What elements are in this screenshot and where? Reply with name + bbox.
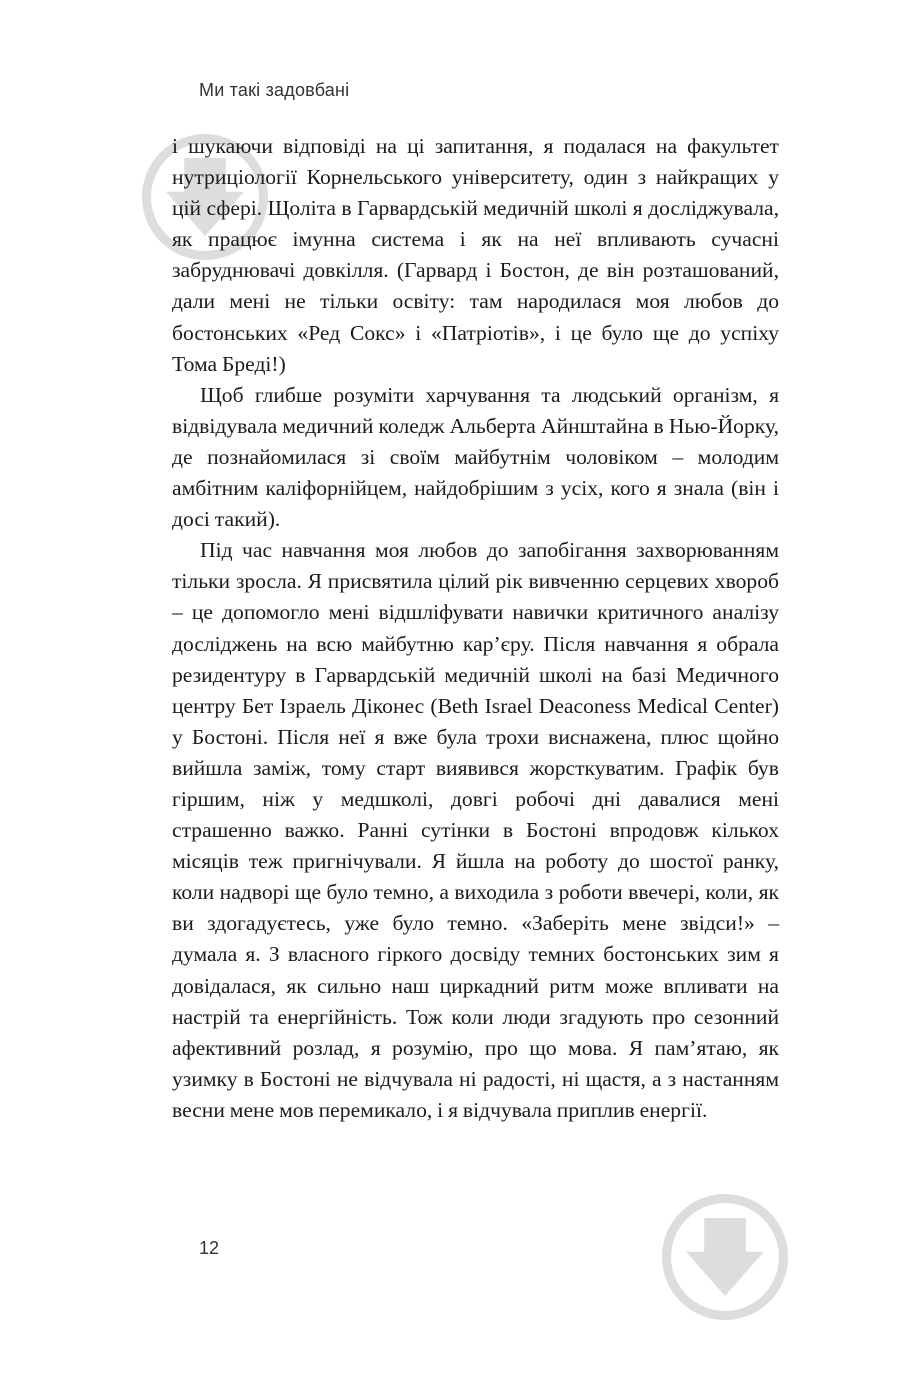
- download-circle-icon: [660, 1192, 790, 1322]
- paragraph: Щоб глибше розуміти харчування та людський організм, я відвідувала медичний коледж Альберта Айнштайна в Нью-Йорку, де познайомилася зі своїм майбутнім чоловіком – молодим амбітним каліфорнійцем, найдобрішим з усіх, кого я знала (він і досі такий).: [172, 382, 779, 532]
- running-head: Ми такі задовбані: [199, 80, 350, 100]
- paragraph: і шукаючи відповіді на ці запитання, я подалася на факультет нутриціології Корнельського університету, один з найкращих у цій сфері. Щоліта в Гарвардській медичній школі я досліджувала, як працює імунна система і як на неї впливають сучасні забруднювачі довкілля. (Гарвард і Бостон, де він розташований, дали мені не тільки освіту: там народилася моя любов до бостонських «Ред Сокс» і «Патріотів», і це було ще до успіху Тома Бреді!): [172, 134, 779, 376]
- page-number: 12: [199, 1238, 220, 1258]
- body-text: [172, 131, 779, 1126]
- paragraph: Під час навчання моя любов до запобігання захворюванням тільки зросла. Я присвятила цілий рік вивченню серцевих хвороб – це допомогло мені відшліфувати навички критичного аналізу досліджень на всю майбутню кар’єру. Після навчання я обрала резидентуру в Гарвардській медичній школі на базі Медичного центру Бет Ізраель Діконес (Beth Israel Deaconess Medical Center) у Бостоні. Після неї я вже була трохи виснажена, плюс щойно вийшла заміж, тому старт виявився жорсткуватим. Графік був гіршим, ніж у медшколі, довгі робочі дні давалися мені страшенно важко. Ранні сутінки в Бостоні впродовж кількох місяців теж пригнічували. Я йшла на роботу до шостої ранку, коли надворі ще було темно, а виходила з роботи ввечері, коли, як ви здогадуєтесь, уже було темно. «Заберіть мене звідси!» – думала я. З власного гіркого досвіду темних бостонських зим я довідалася, як сильно наш циркадний ритм може впливати на настрій та енергійність. Тож коли люди згадують про сезонний афективний розлад, я розумію, про що мова. Я пам’ятаю, як узимку в Бостоні не відчувала ні радості, ні щастя, а з настанням весни мене мов перемикало, і я відчувала приплив енергії.: [172, 538, 779, 1122]
